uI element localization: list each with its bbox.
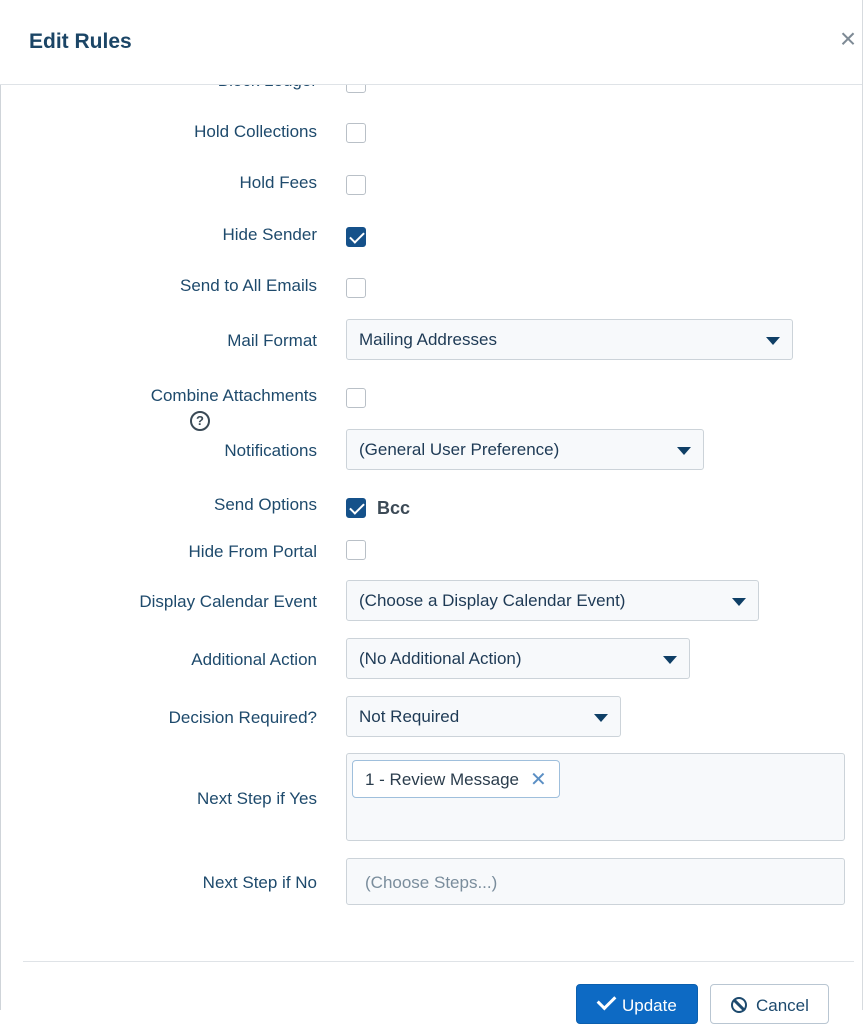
chip-label: 1 - Review Message — [365, 770, 520, 789]
cancel-button[interactable] — [710, 984, 829, 1024]
next-step-no-label: Next Step if No — [202, 873, 317, 892]
display-calendar-event-label: Display Calendar Event — [139, 592, 317, 611]
decision-required-value: Not Required — [359, 707, 460, 726]
rules-form — [0, 85, 862, 960]
notifications-value: (General User Preference) — [359, 440, 560, 459]
caret-down-icon — [732, 598, 746, 606]
scrollbar-track[interactable] — [862, 0, 863, 1010]
bcc-checkbox[interactable] — [346, 498, 366, 518]
caret-down-icon — [594, 714, 608, 722]
next-step-yes-select[interactable] — [346, 753, 845, 841]
display-calendar-event-select[interactable] — [346, 580, 759, 621]
update-button[interactable] — [576, 984, 698, 1024]
help-icon[interactable]: ? — [190, 411, 210, 431]
notifications-select[interactable] — [346, 429, 704, 470]
close-icon[interactable]: × — [839, 23, 857, 54]
hold-collections-checkbox[interactable] — [346, 123, 366, 143]
additional-action-value: (No Additional Action) — [359, 649, 522, 668]
caret-down-icon — [766, 337, 780, 345]
hold-fees-label: Hold Fees — [239, 173, 317, 192]
bcc-label: Bcc — [377, 498, 411, 518]
caret-down-icon — [677, 447, 691, 455]
next-step-yes-label: Next Step if Yes — [196, 789, 317, 808]
send-to-all-emails-label: Send to All Emails — [179, 276, 317, 295]
dialog-title: Edit Rules — [29, 30, 132, 53]
mail-format-label: Mail Format — [227, 331, 317, 350]
caret-down-icon — [663, 656, 677, 664]
decision-required-select[interactable] — [346, 696, 621, 737]
hold-fees-checkbox[interactable] — [346, 175, 366, 195]
dialog-header — [0, 0, 862, 85]
additional-action-select[interactable] — [346, 638, 690, 679]
check-icon — [597, 991, 617, 1011]
additional-action-label: Additional Action — [191, 650, 317, 669]
mail-format-select[interactable] — [346, 319, 793, 360]
hide-sender-label: Hide Sender — [222, 225, 317, 244]
hide-from-portal-checkbox[interactable] — [346, 540, 366, 560]
selected-step-chip — [352, 760, 560, 798]
display-calendar-event-value: (Choose a Display Calendar Event) — [359, 591, 626, 610]
combine-attachments-checkbox[interactable] — [346, 388, 366, 408]
send-to-all-emails-checkbox[interactable] — [346, 278, 366, 298]
hide-from-portal-label: Hide From Portal — [188, 542, 317, 561]
footer-divider — [23, 961, 854, 962]
update-label: Update — [622, 996, 677, 1015]
decision-required-label: Decision Required? — [168, 708, 317, 727]
notifications-label: Notifications — [224, 441, 317, 460]
cancel-label: Cancel — [756, 996, 809, 1015]
hold-collections-label: Hold Collections — [194, 122, 317, 141]
mail-format-value: Mailing Addresses — [359, 330, 497, 349]
next-step-no-select[interactable] — [346, 858, 845, 905]
combine-attachments-label: Combine Attachments — [150, 386, 317, 405]
next-step-no-placeholder: (Choose Steps...) — [365, 873, 498, 892]
remove-chip-icon[interactable]: ✕ — [530, 769, 547, 791]
hide-sender-checkbox[interactable] — [346, 227, 366, 247]
ban-icon — [731, 997, 747, 1013]
send-options-label: Send Options — [213, 495, 317, 514]
